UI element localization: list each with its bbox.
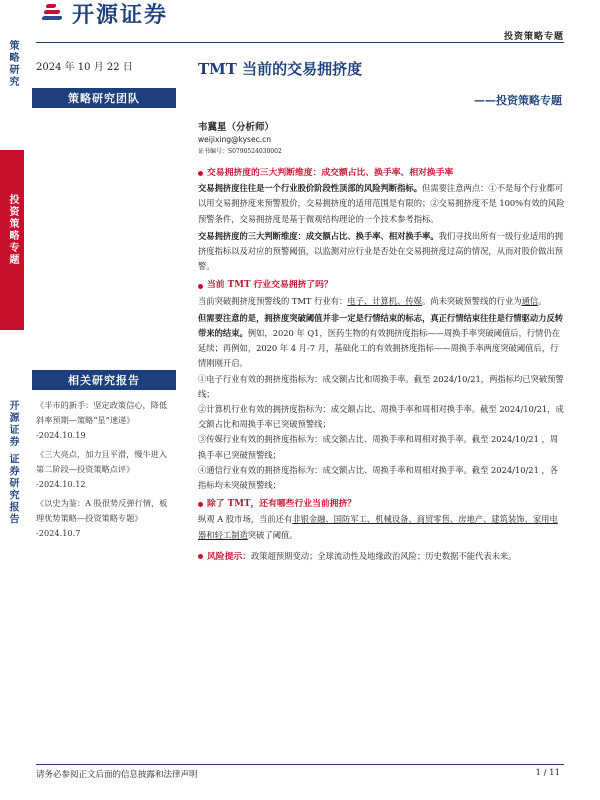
- related-reports-heading: 相关研究报告: [32, 370, 176, 390]
- bullet-icon: [198, 171, 203, 176]
- paragraph: [198, 311, 566, 372]
- risk-label: 风险提示：: [207, 551, 251, 562]
- strip-category-label: 策略研究: [7, 40, 18, 88]
- analyst-info: [198, 122, 282, 158]
- section-heading-1: [198, 166, 566, 181]
- paragraph-text: 例如，2020 年 Q1，医药生物的有效拥挤度指标——周换手率突破阈值后，行情仍在延续；再例如，2020 年 4 月-7 月，基础化工的有效拥挤度指标——周换手率两度突破阈值后，行情刚刚开启。: [198, 328, 561, 369]
- header-divider: [36, 42, 564, 43]
- footer-divider: [36, 764, 564, 765]
- paragraph-underline: 通信: [521, 295, 539, 306]
- section-heading-text: 交易拥挤度的三大判断维度：成交额占比、换手率、相对换手率: [207, 168, 454, 178]
- footer-disclaimer: 请务必参阅正文后面的信息披露和法律声明: [36, 770, 198, 780]
- section-heading-text: 除了 TMT，还有哪些行业当前拥挤？: [207, 499, 357, 510]
- list-item: ④通信行业有效的拥挤度指标为：成交额占比、周换手率和周相对换手率。截至 2024/10/21 ，各指标均未突破预警线；: [198, 464, 559, 491]
- bullet-icon: [198, 284, 203, 289]
- related-report-date: -2024.10.7: [36, 528, 81, 538]
- strip-report-type: [0, 150, 24, 330]
- paragraph-bold: 但需要注意的是，拥挤度突破阈值并非一定是行情结束的标志，真正行情结束往往是行情驱动力反转带来的结束。: [198, 312, 564, 339]
- paragraph-text: 。尚未突破预警线的行业为: [421, 295, 522, 306]
- paragraph-bold: 交易拥挤度的三大判断维度：成交额占比、换手率、相对换手率。: [198, 230, 439, 241]
- related-report-title[interactable]: 《半市的新手：坚定政策信心，降低斜率预期—策略“星”速递》: [36, 400, 168, 425]
- paragraph-text: 。: [538, 295, 547, 306]
- section-heading-3: [198, 497, 566, 512]
- risk-note: [198, 549, 566, 565]
- analyst-email[interactable]: weijixing@kysec.cn: [198, 135, 271, 144]
- related-report-date: -2024.10.12: [36, 479, 86, 489]
- strip-report-type-label: 投资策略专题: [7, 194, 18, 266]
- paragraph-bold: 交易拥挤度往往是一个行业股价阶段性顶部的风险判断指标。: [198, 183, 423, 194]
- team-label: 策略研究团队: [32, 88, 176, 108]
- risk-text: 政策超预期变动；全球流动性及地缘政治风险；历史数据不能代表未来。: [251, 550, 517, 561]
- paragraph-text: 但需要注意两点：①不是每个行业都可以用交易拥挤度来预警股价，交易拥挤度的适用范围是有限的；②交易拥挤度不是 100%有效的风险预警条件，交易拥挤度是基于微观结构理论的一个技术参考指标。: [198, 183, 565, 224]
- analyst-cert: 证书编号：S0790524030002: [198, 148, 282, 155]
- strip-brand: [0, 400, 24, 530]
- paragraph: [198, 181, 566, 227]
- logo-mark-icon: [42, 1, 66, 25]
- related-report-item[interactable]: [36, 447, 172, 492]
- logo-text: 开源证券: [72, 2, 169, 28]
- bullet-icon: [198, 502, 203, 507]
- report-date: 2024 年 10 月 22 日: [36, 62, 133, 73]
- related-report-title[interactable]: 《以史为鉴：A 股很势反弹行情，板理优势策略—投资策略专题》: [36, 498, 168, 523]
- paragraph-underline: 电子、计算机、传媒: [347, 295, 422, 306]
- report-title: TMT 当前的交易拥挤度: [198, 60, 363, 78]
- related-report-item[interactable]: [36, 398, 172, 443]
- section-heading-text: 当前 TMT 行业交易拥挤了吗？: [207, 280, 333, 291]
- related-reports-list: [36, 398, 172, 545]
- list-item: ②计算机行业有效的拥挤度指标为：成交额占比、周换手率和周相对换手率。截至 2024/10/21，成交额占比和周换手率已突破预警线；: [198, 404, 564, 430]
- list-item: ①电子行业有效的拥挤度指标为：成交额占比和周换手率。截至 2024/10/21，两指标均已突破预警线；: [198, 373, 564, 399]
- strip-category: [0, 40, 24, 110]
- paragraph: [198, 229, 566, 275]
- related-report-date: -2024.10.19: [36, 430, 86, 440]
- page-number: 1 / 11: [535, 768, 560, 778]
- bullet-icon: [198, 554, 203, 559]
- paragraph: [198, 512, 566, 542]
- paragraph-text: 纵观 A 股市场，当前还有: [198, 514, 293, 525]
- section-heading-2: [198, 278, 566, 293]
- strip-brand-label: 开源证券 证券研究报告: [7, 400, 18, 526]
- related-report-title[interactable]: 《三大亮点，加力且平滑，慢牛进入第二阶段—投资策略点评》: [36, 449, 168, 474]
- paragraph: [198, 294, 566, 309]
- analyst-name: 韦冀星（分析师）: [198, 122, 275, 133]
- report-body: [198, 166, 566, 565]
- paragraph-text: 当前突破拥挤度预警线的 TMT 行业有：: [198, 295, 348, 306]
- report-subtitle: ——投资策略专题: [474, 94, 562, 107]
- paragraph-text: 突破了阈值。: [247, 529, 298, 540]
- paragraph-text: 我们寻找出所有一级行业适用的拥挤度指标以及对应的预警阈值，以监测对应行业是否处在交易拥挤度过高的情况，从而对股价做出预警。: [198, 230, 564, 272]
- header-report-type: 投资策略专题: [503, 32, 564, 42]
- list-item: ③传媒行业有效的拥挤度指标为：成交额占比、周换手率和周相对换手率。截至 2024/10/21 ，周换手率已突破预警线；: [198, 434, 559, 460]
- company-logo: [42, 0, 168, 26]
- related-report-item[interactable]: [36, 496, 172, 541]
- paragraph-underline: 非银金融、国防军工、机械设备、商贸零售、房地产、建筑装饰、家用电器和轻工制造: [198, 514, 558, 540]
